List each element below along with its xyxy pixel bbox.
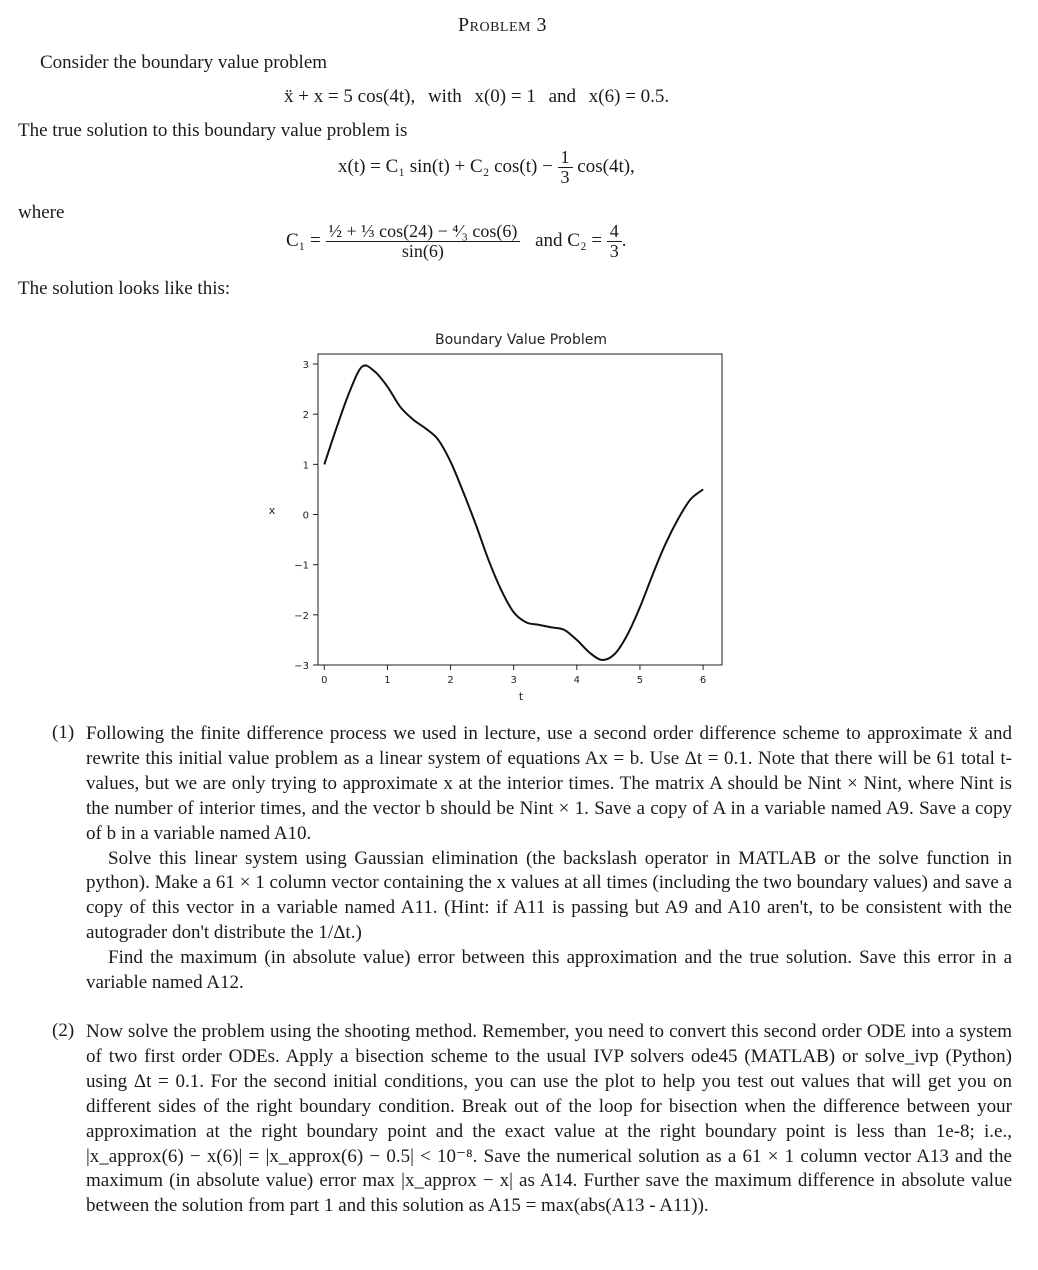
ode-bc2: x(6) = 0.5. xyxy=(588,86,670,107)
ode-and: and xyxy=(548,86,577,107)
c2-numerator: 4 xyxy=(607,222,622,242)
c2-label: and C₂ = xyxy=(535,229,603,251)
intro-where: where xyxy=(18,202,65,223)
x-tick-label: 6 xyxy=(699,675,707,686)
page-title: Problem 3 xyxy=(458,14,547,36)
ode-bc1: x(0) = 1 xyxy=(474,86,536,107)
part2-number: (2) xyxy=(52,1020,75,1041)
part1-body xyxy=(86,722,1012,996)
c2-fraction xyxy=(607,222,622,261)
y-ticks xyxy=(294,360,318,672)
x-axis-label: t xyxy=(518,690,524,703)
solution-frac-num: 1 xyxy=(558,148,573,168)
solution-frac-den: 3 xyxy=(560,166,570,187)
intro-true-solution: The true solution to this boundary value problem is xyxy=(18,120,408,141)
true-solution-equation xyxy=(338,148,635,187)
x-tick-label: 4 xyxy=(573,675,580,686)
part1-paragraph-a: Following the finite difference process we used in lecture, use a second order difference scheme to approximate ẍ and rewrite this initial value problem as a linear system of equations Ax = b. Use Δt = 0.1. Note that there will be 61 total t-values, but we are only trying to approximate x at the interior times. The matrix A should be Nint × Nint, where Nint is the number of interior times, and the vector b should be Nint × 1. Save a copy of A in a variable named A9. Save a copy of b in a variable named A10. xyxy=(86,723,1012,844)
y-tick-label: 3 xyxy=(302,360,309,372)
intro-consider: Consider the boundary value problem xyxy=(40,52,328,73)
c2-denominator: 3 xyxy=(609,240,619,261)
intro-looks-like: The solution looks like this: xyxy=(18,278,231,299)
y-tick-label: 0 xyxy=(302,510,309,522)
ode-with: with xyxy=(427,86,462,107)
y-axis-label: x xyxy=(268,504,276,517)
part1-number: (1) xyxy=(52,722,75,743)
x-tick-label: 2 xyxy=(447,675,454,686)
constants-equation: C₁ = $\frac{\text{½ + ⅓ cos(24) − ⁴⁄₃ cos(6)}}{\sin(6)}$ and C₂ = $\frac{4}{3}$ . xyxy=(286,221,627,261)
chart-title: Boundary Value Problem xyxy=(434,332,608,348)
c1-fraction xyxy=(326,222,521,261)
c1-numerator: ½ + ⅓ cos(24) − ⁴⁄₃ cos(6) xyxy=(326,222,521,242)
y-tick-label: −3 xyxy=(294,661,309,672)
c1-label: C₁ = xyxy=(286,229,321,251)
y-tick-label: 1 xyxy=(302,460,309,472)
c1-denominator: sin(6) xyxy=(401,240,444,261)
x-ticks xyxy=(321,665,706,686)
y-tick-label: −2 xyxy=(294,610,309,622)
chart-figure xyxy=(0,320,1038,705)
x-tick-label: 5 xyxy=(636,675,644,686)
solution-fraction xyxy=(558,148,573,187)
solution-right: cos(4t), xyxy=(577,155,635,177)
part1-paragraph-b: Solve this linear system using Gaussian elimination (the backslash operator in MATLAB or the solve function in python). Make a 61 × 1 column vector containing the x values at all times (including the two boundary values) and save a copy of this vector in a variable named A11. (Hint: if A11 is passing but A9 and A10 aren't, to be consistent with the autograder don't distribute the 1/Δt.) xyxy=(86,847,1012,944)
solution-left: x(t) = C₁ sin(t) + C₂ cos(t) − xyxy=(338,155,553,177)
y-tick-label: −1 xyxy=(294,560,309,572)
y-tick-label: 2 xyxy=(302,410,309,422)
x-tick-label: 1 xyxy=(384,675,391,686)
ode-equation xyxy=(284,86,669,108)
x-tick-label: 0 xyxy=(321,675,328,686)
solution-line xyxy=(324,365,703,660)
x-tick-label: 3 xyxy=(510,675,517,686)
part2-paragraph: Now solve the problem using the shooting method. Remember, you need to convert this second order ODE into a system of two first order ODEs. Apply a bisection scheme to the usual IVP solvers ode45 (MATLAB) or solve_ivp (Python) using Δt = 0.1. For the second initial conditions, you can use the plot to help you test out values that will get you on different sides of the right boundary condition. Break out of the loop for bisection when the difference between your approximation at the right boundary point and the exact value at the right boundary point is less than 1e-8; i.e., |x_approx(6) − x(6)| = |x_approx(6) − 0.5| < 10⁻⁸. Save the numerical solution as a 61 × 1 column vector A13 and the maximum (in absolute value) error max |x_approx − x| as A14. Further save the maximum difference in absolute value between the solution from part 1 and this solution as A15 = max(abs(A13 - A11)). xyxy=(86,1021,1012,1217)
part1-paragraph-c: Find the maximum (in absolute value) error between this approximation and the true solution. Save this error in a variable named A12. xyxy=(86,947,1012,994)
part2-body xyxy=(86,1020,1012,1219)
ode-lhs: ẍ + x = 5 cos(4t), xyxy=(284,86,416,107)
